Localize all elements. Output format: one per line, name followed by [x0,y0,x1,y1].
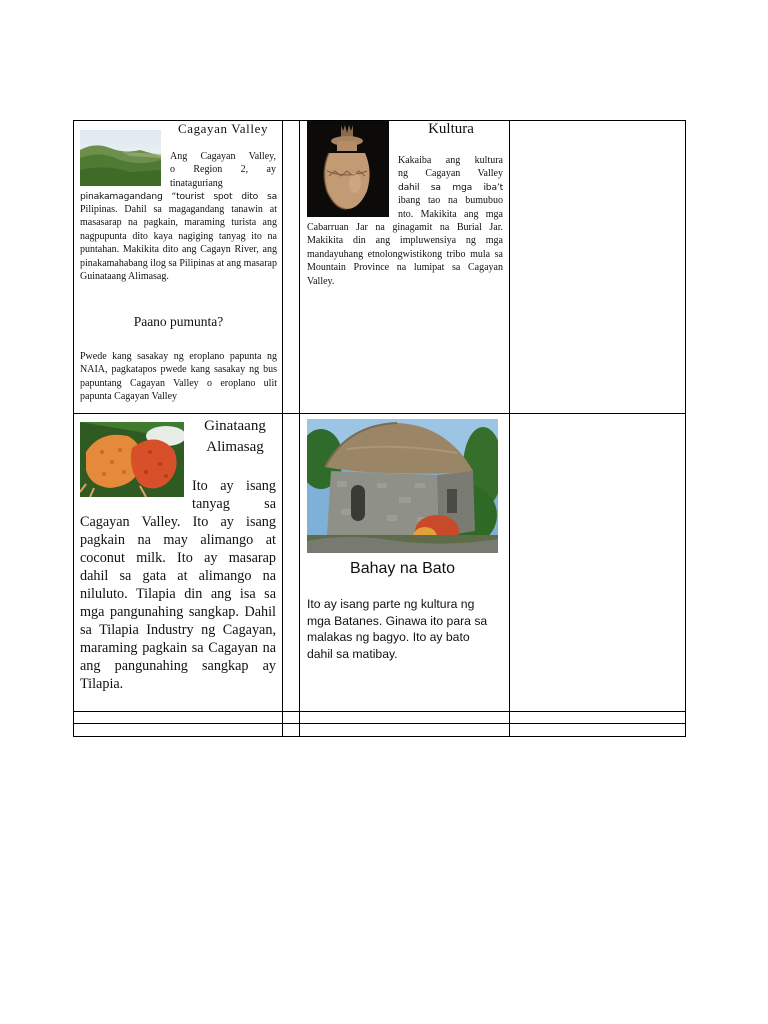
kultura-title: Kultura [428,121,474,137]
kultura-intro-line: nto. Makikita ang mga [398,208,503,220]
stone-house-photo [307,419,498,553]
table-col-divider-2 [299,120,300,737]
bahay-body-line: malakas ng bagyo. Ito ay bato [307,630,470,644]
cagayan-valley-title: Cagayan Valley [177,121,269,136]
paano-pumunta-heading: Paano pumunta? [133,314,224,329]
bahay-body-line: Ito ay isang parte ng kultura ng [307,597,475,611]
ginataang-intro [192,477,276,513]
table-border-left [73,120,74,737]
cagayan-intro-line: Ang Cagayan Valley, [170,151,276,162]
bahay-body [307,596,503,662]
bahay-na-bato-title: Bahay na Bato [350,560,455,577]
cagayan-highlight-line: pinakamagandang “tourist spot dito sa [80,191,277,202]
kultura-intro-line: ibang tao na bumubuo [398,195,503,207]
ginataang-title-line: Alimasag [206,439,264,455]
kultura-intro-line: ng Cagayan Valley [398,168,503,180]
table-border-bottom [73,736,686,737]
burial-jar-photo [307,121,389,217]
bahay-body-line: dahil sa matibay. [307,646,398,661]
ginataang-title [190,416,280,458]
kultura-intro-line: Kakaiba ang kultura [398,155,503,166]
ginataang-title-line: Ginataang [204,418,266,434]
table-col-divider-1 [282,120,283,737]
bahay-body-line: mga Batanes. Ginawa ito para sa [307,613,488,628]
table-border-right [685,120,686,737]
cagayan-directions: Pwede kang sasakay ng eroplano papunta ng NAIA, pagkatapos pwede kang sasakay ng bus papuntang Cagayan Valley o eroplano ulit papunta Cagayan Valley [80,351,277,403]
kultura-body: Cabarruan Jar na ginagamit na Burial Jar. Makikita din ang impluwensiya ng mga mandayuhang etnolongwistikong tribo mula sa Mountain Province na lumipat sa Cagayan Valley. [307,222,503,287]
cagayan-intro-line: tinataguriang [170,177,223,189]
cagayan-intro-line: o Region 2, ay [170,164,276,176]
table-row-divider-1 [73,413,686,414]
crab-dish-photo [80,422,184,497]
kultura-intro [398,154,503,221]
ginataang-intro-line: tanyag sa [192,496,276,512]
landscape-hills-photo [80,130,161,186]
kultura-highlight-line: dahil sa mga iba’t [398,181,503,193]
table-row-divider-2 [73,711,686,712]
table-row-divider-3 [73,723,686,724]
table-col-divider-3 [509,120,510,737]
ginataang-body: Cagayan Valley. Ito ay isang pagkain na may alimango at coconut milk. Ito ay masarap dahil sa gata at alimango na niluluto. Tilapia din ang isa sa mga pangunahing sangkap. Dahil sa Tilapia Industry ng Cagayan, maraming pagkain sa Cagayan na ang pangunahing sangkap ay Tilapia. [80,514,276,692]
cagayan-intro [170,150,276,190]
ginataang-intro-line: Ito ay isang [192,478,276,494]
cagayan-body: Pilipinas. Dahil sa magagandang tanawin at masasarap na pagkain, maraming turista ang nagpupunta dito kaya nagiging tanyag ito na puntahan. Makikita dito ang Cagayn River, ang pinakamahabang ilog sa Pilipinas at ang masarap Guinataang Alimasag. [80,204,277,283]
